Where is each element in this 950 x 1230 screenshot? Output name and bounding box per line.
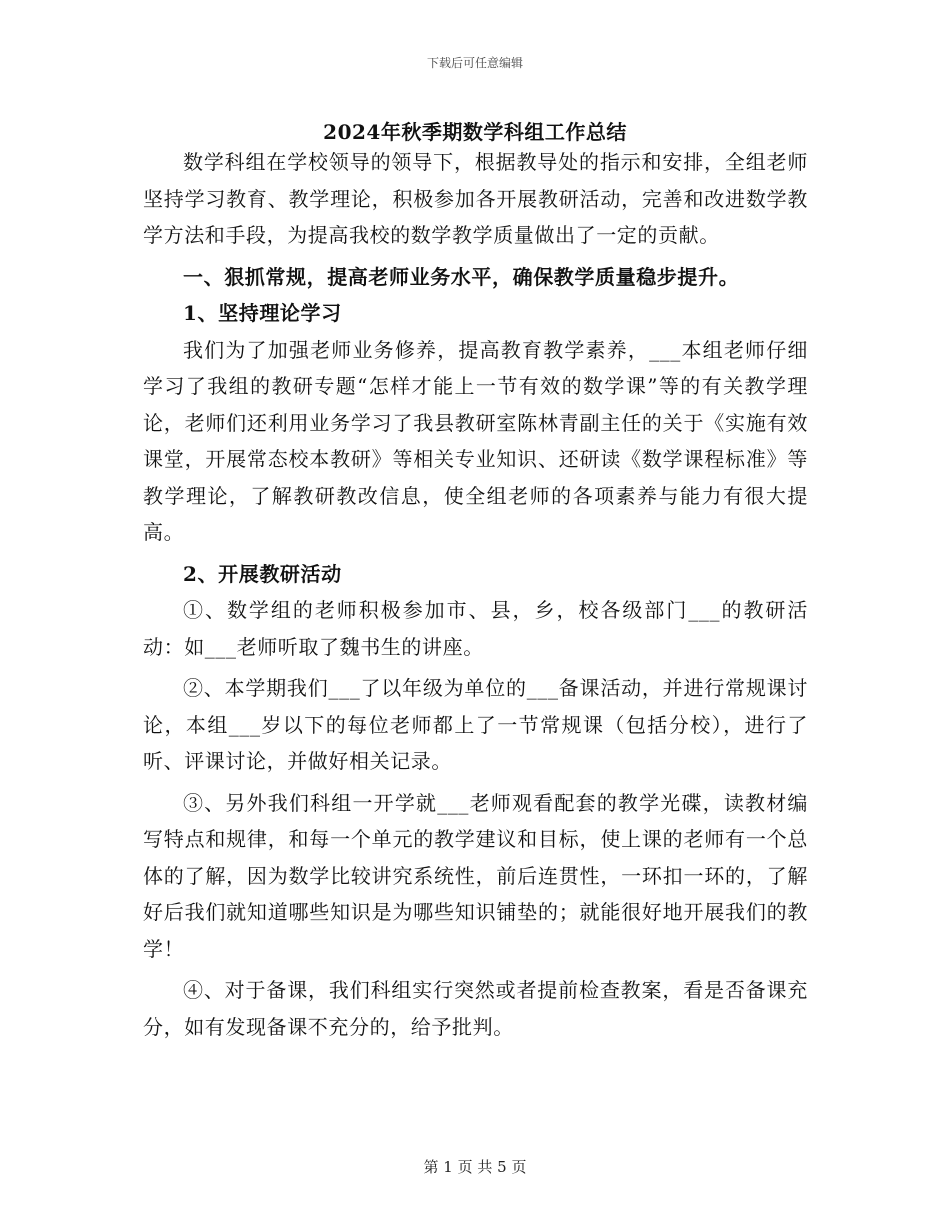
activity-item-1: ①、数学组的老师积极参加市、县，乡，校各级部门___的教研活动：如___老师听取了魏书生的讲座。 xyxy=(143,598,808,659)
activity-item-3: ③、另外我们科组一开学就___老师观看配套的教学光碟，读教材编写特点和规律，和每一个单元的教学建议和目标，使上课的老师有一个总体的了解，因为数学比较讲究系统性，前后连贯性，一环扣一环的，了解好后我们就知道哪些知识是为哪些知识铺垫的；就能很好地开展我们的教学！ xyxy=(143,790,808,961)
section-heading-1: 一、狠抓常规，提高老师业务水平，确保教学质量稳步提升。 xyxy=(183,264,740,289)
document-body xyxy=(143,144,808,1045)
subsection-heading-2: 2、开展教研活动 xyxy=(183,561,342,586)
document-title: 2024年秋季期数学科组工作总结 xyxy=(323,120,627,144)
theory-study-paragraph: 我们为了加强老师业务修养，提高教育教学素养，___本组老师仔细学习了我组的教研专题“怎样才能上一节有效的数学课”等的有关教学理论，老师们还利用业务学习了我县教研室陈林青副主任的关于《实施有效课堂，开展常态校本教研》等相关专业知识、还研读《数学课程标准》等教学理论，了解教研教改信息，使全组老师的各项素养与能力有很大提高。 xyxy=(143,337,808,544)
activity-item-2: ②、本学期我们___了以年级为单位的___备课活动，并进行常规课讨论，本组___岁以下的每位老师都上了一节常规课（包括分校），进行了听、评课讨论，并做好相关记录。 xyxy=(143,676,808,773)
subsection-heading-1: 1、坚持理论学习 xyxy=(183,301,342,325)
activity-item-4: ④、对于备课，我们科组实行突然或者提前检查教案，看是否备课充分，如有发现备课不充分的，给予批判。 xyxy=(143,978,808,1039)
header-note: 下载后可任意编辑 xyxy=(426,56,523,70)
intro-paragraph: 数学科组在学校领导的领导下，根据教导处的指示和安排，全组老师坚持学习教育、教学理论，积极参加各开展教研活动，完善和改进数学教学方法和手段，为提高我校的数学教学质量做出了一定的贡献。 xyxy=(143,150,808,247)
page-footer: 第 1 页 共 5 页 xyxy=(423,1158,527,1176)
